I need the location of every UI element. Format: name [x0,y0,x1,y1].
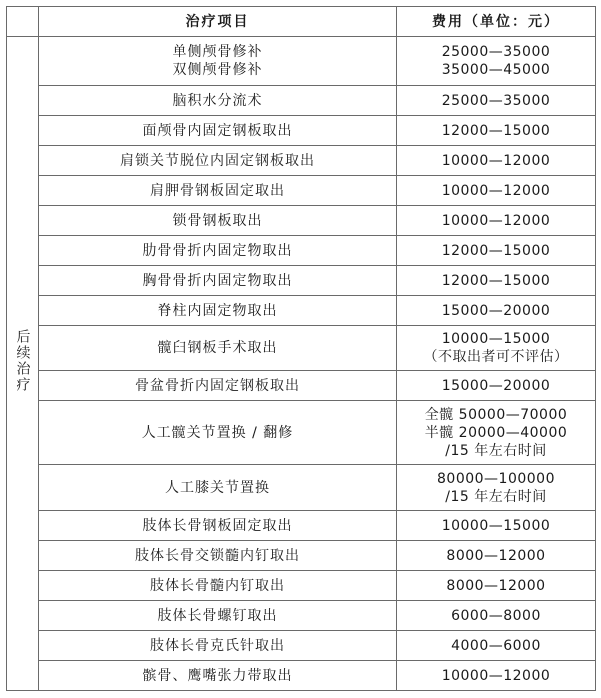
fee-text: 8000—12000 [446,547,546,564]
item-text: 单侧颅骨修补 [172,44,263,60]
table-row [7,601,596,631]
table-row [7,296,596,326]
item-cell [39,206,397,236]
fee-cell [397,661,596,691]
item-text: 面颅骨内固定钢板取出 [142,122,293,139]
fee-text: 12000—15000 [441,122,551,139]
fee-cell [397,236,596,266]
fee-text: 10000—12000 [441,152,551,169]
item-text: 肢体长骨克氏针取出 [150,637,285,654]
item-text: 肢体长骨髓内钉取出 [150,577,285,594]
fee-cell [397,465,596,511]
fee-text: 10000—12000 [441,212,551,229]
item-cell [39,401,397,465]
item-text: 锁骨钢板取出 [172,212,263,229]
table-body [7,37,596,691]
fee-text: 25000—35000 [441,92,551,109]
table-row [7,37,596,86]
fee-text: /15 年左右时间 [445,488,547,505]
fee-cell [397,511,596,541]
fee-text: 全髋 50000—70000 [424,406,568,423]
item-text: 髌骨、鹰嘴张力带取出 [142,667,293,684]
fee-text: 8000—12000 [446,577,546,594]
item-cell [39,326,397,371]
item-text: 双侧颅骨修补 [172,62,263,78]
item-cell [39,601,397,631]
header-category [7,7,39,37]
item-cell [39,86,397,116]
table-row [7,371,596,401]
fee-text: 12000—15000 [441,242,551,259]
fee-text: 15000—20000 [441,377,551,394]
category-label: 后续治疗 [14,329,31,393]
item-cell [39,571,397,601]
item-cell [39,541,397,571]
table-row [7,571,596,601]
fee-text: 10000—12000 [441,182,551,199]
table-row [7,465,596,511]
fee-text: 25000—35000 [441,44,551,60]
item-cell [39,146,397,176]
fee-cell [397,206,596,236]
fee-text: 35000—45000 [441,62,551,78]
table-row [7,541,596,571]
item-text: 肢体长骨螺钉取出 [157,607,278,624]
item-cell [39,511,397,541]
item-text: 髋臼钢板手术取出 [157,340,278,356]
header-item: 治疗项目 [39,7,397,37]
category-cell [7,37,39,691]
item-cell [39,116,397,146]
item-cell [39,371,397,401]
table-row [7,631,596,661]
item-cell [39,465,397,511]
fee-cell [397,631,596,661]
table-row [7,401,596,465]
item-text: 人工髋关节置换 / 翻修 [141,424,294,441]
item-cell [39,176,397,206]
fee-cell [397,326,596,371]
table-row [7,116,596,146]
fee-cell [397,116,596,146]
item-text: 骨盆骨折内固定钢板取出 [135,377,300,394]
fee-text: 10000—15000 [441,517,551,534]
fee-text: 80000—100000 [437,470,555,487]
fee-text: 15000—20000 [441,302,551,319]
fee-cell [397,37,596,86]
fee-cell [397,176,596,206]
table-row [7,176,596,206]
item-text: 肋骨骨折内固定物取出 [142,242,293,259]
table-row [7,661,596,691]
fee-text: 10000—15000 [441,331,551,347]
fee-cell [397,86,596,116]
item-cell [39,631,397,661]
fee-text: （不取出者可不评估） [423,349,569,365]
fee-text: 12000—15000 [441,272,551,289]
table-row [7,266,596,296]
fee-cell [397,371,596,401]
fee-cell [397,601,596,631]
table-row [7,236,596,266]
item-text: 肩胛骨钢板固定取出 [150,182,285,199]
fee-cell [397,296,596,326]
table-row [7,511,596,541]
fee-text: 6000—8000 [451,607,541,624]
fee-text: 4000—6000 [451,637,541,654]
fee-cell [397,571,596,601]
header-fee: 费用（单位：元） [397,7,596,37]
item-text: 肢体长骨钢板固定取出 [142,517,293,534]
item-cell [39,236,397,266]
table-row [7,86,596,116]
fee-cell [397,266,596,296]
table-row [7,206,596,236]
fee-table [6,6,596,691]
table-row [7,146,596,176]
item-text: 肢体长骨交锁髓内钉取出 [135,547,300,564]
item-text: 脑积水分流术 [172,92,263,109]
item-text: 肩锁关节脱位内固定钢板取出 [120,152,315,169]
item-cell [39,661,397,691]
fee-text: 10000—12000 [441,667,551,684]
item-text: 人工膝关节置换 [165,479,270,496]
table-header-row [7,7,596,37]
item-text: 胸骨骨折内固定物取出 [142,272,293,289]
fee-cell [397,401,596,465]
fee-cell [397,146,596,176]
item-text: 脊柱内固定物取出 [157,302,278,319]
item-cell [39,37,397,86]
fee-cell [397,541,596,571]
table-row [7,326,596,371]
item-cell [39,266,397,296]
fee-text: /15 年左右时间 [445,442,547,459]
fee-text: 半髋 20000—40000 [424,424,568,441]
item-cell [39,296,397,326]
